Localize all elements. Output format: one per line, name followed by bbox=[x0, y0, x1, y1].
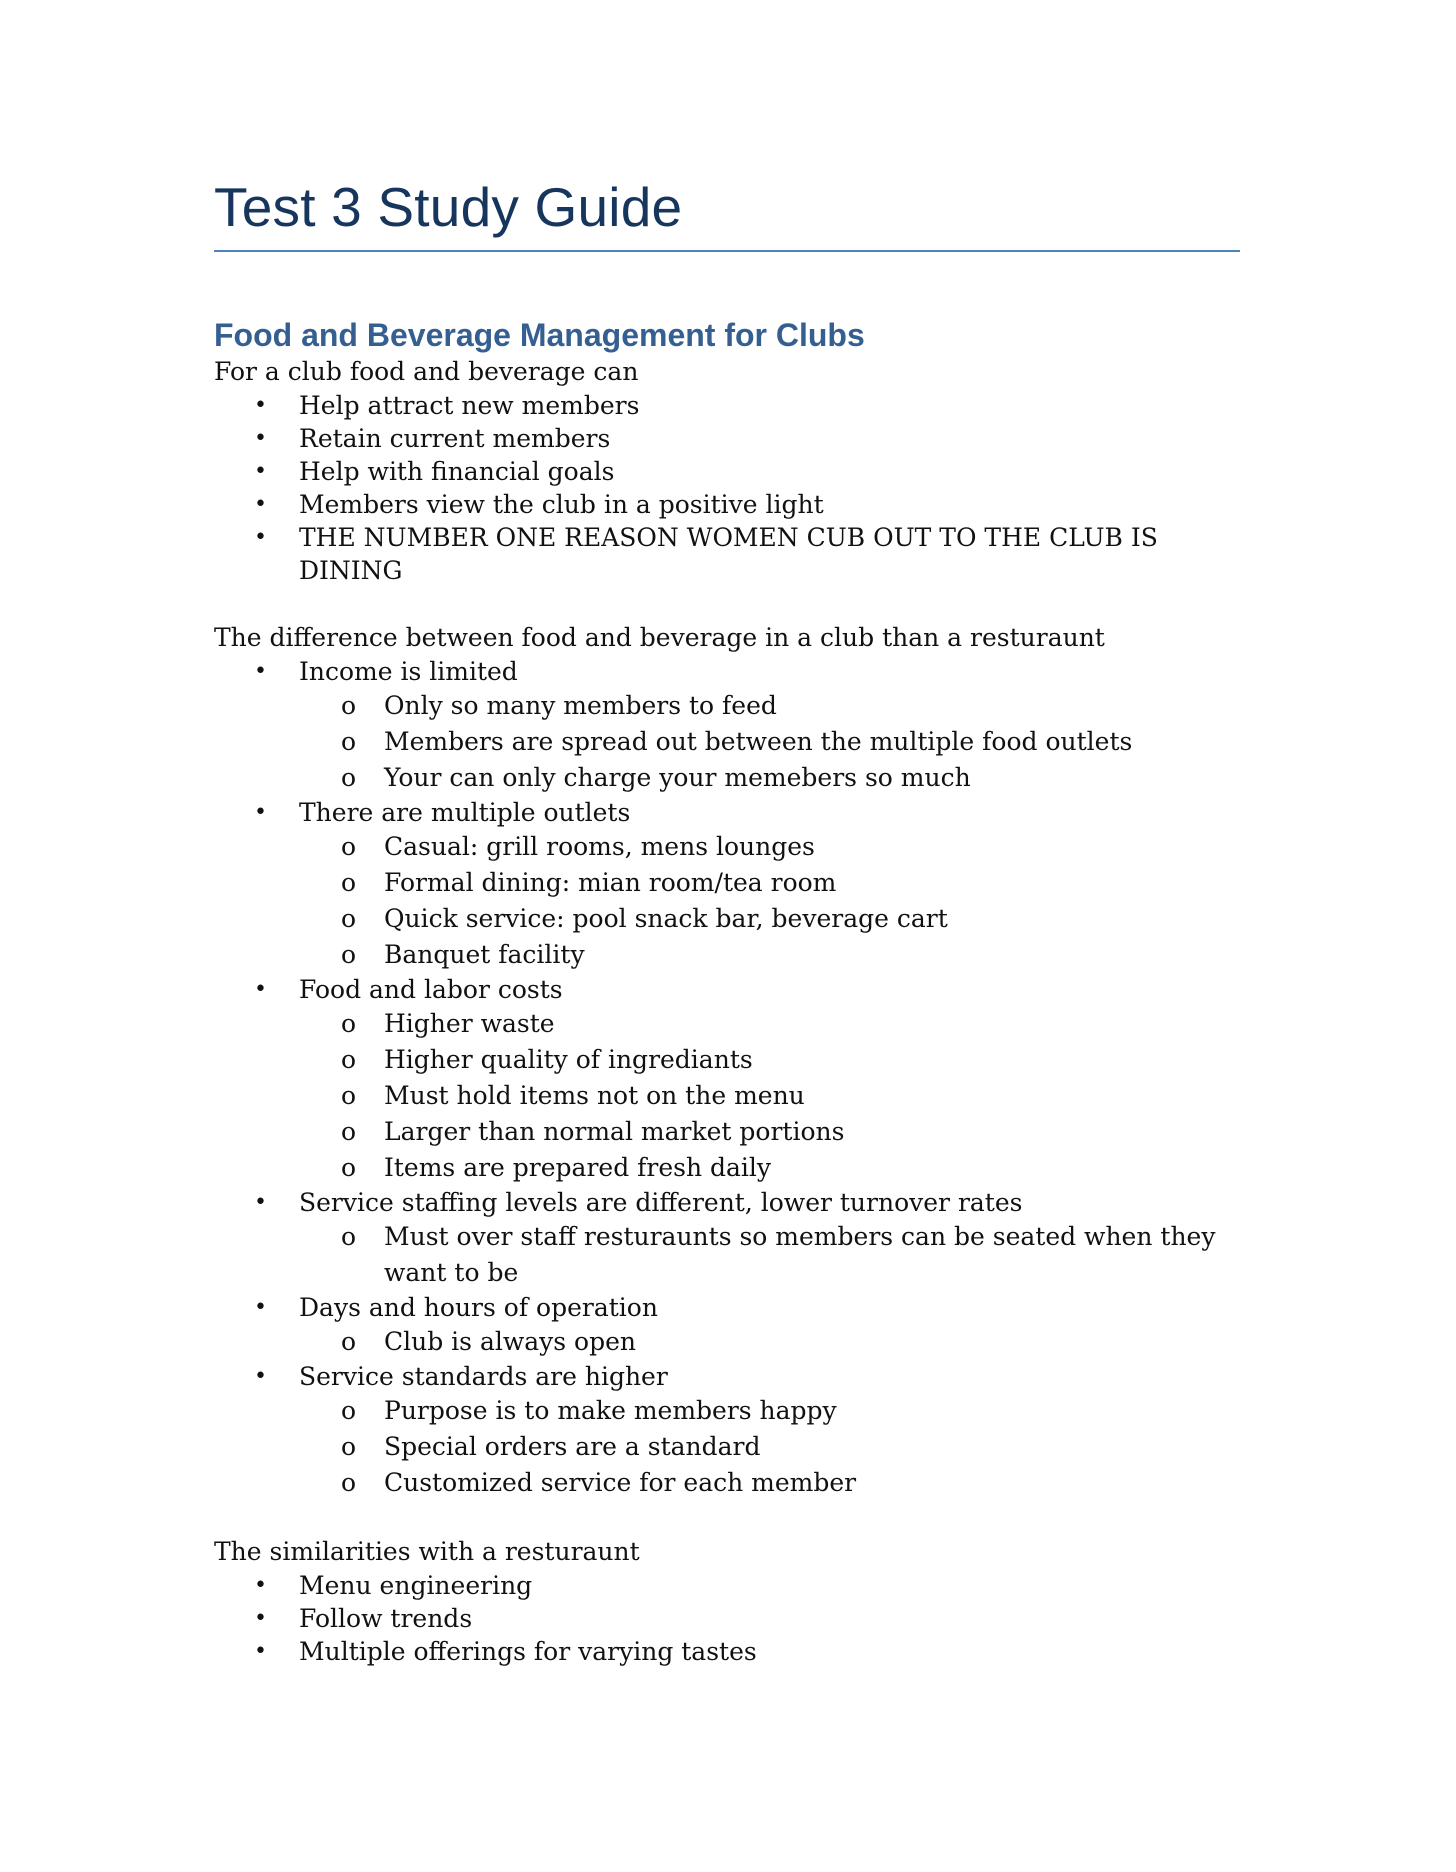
list-item-text: Income is limited bbox=[299, 657, 518, 686]
difference-paragraph: The difference between food and beverage in a club than a resturaunt bbox=[214, 623, 1105, 652]
sub-list-item-text: Only so many members to feed bbox=[384, 691, 777, 720]
sub-bullet-icon: o bbox=[341, 1222, 357, 1251]
similarities-paragraph: The similarities with a resturaunt bbox=[214, 1537, 640, 1566]
sub-list-item bbox=[299, 937, 1240, 973]
sub-list-item-text: Items are prepared fresh daily bbox=[384, 1153, 772, 1182]
list-item bbox=[214, 455, 1240, 488]
sub-list-item-text: Special orders are a standard bbox=[384, 1432, 761, 1461]
bullet-icon: • bbox=[254, 1573, 267, 1598]
list-item bbox=[214, 488, 1240, 521]
sub-list-item bbox=[299, 1429, 1240, 1465]
sub-bullet-list bbox=[299, 1006, 1240, 1186]
list-item-text: Service staffing levels are different, lower turnover rates bbox=[299, 1188, 1023, 1217]
sub-list-item-text: Formal dining: mian room/tea room bbox=[384, 868, 837, 897]
sub-list-item bbox=[299, 865, 1240, 901]
intro-paragraph: For a club food and beverage can bbox=[214, 357, 639, 386]
list-item bbox=[214, 1635, 1240, 1668]
list-item-text: Members view the club in a positive light bbox=[299, 490, 824, 519]
list-item-text: Follow trends bbox=[299, 1604, 473, 1633]
sub-list-item bbox=[299, 724, 1240, 760]
sub-list-item bbox=[299, 1219, 1240, 1291]
document-page bbox=[214, 170, 1240, 1668]
sub-list-item bbox=[299, 1465, 1240, 1501]
title-underline-rule bbox=[214, 250, 1240, 252]
list-item bbox=[214, 973, 1240, 1186]
sub-bullet-icon: o bbox=[341, 763, 357, 792]
sub-list-item bbox=[299, 688, 1240, 724]
sub-bullet-list bbox=[299, 829, 1240, 973]
sub-bullet-list bbox=[299, 688, 1240, 796]
sub-bullet-icon: o bbox=[341, 1045, 357, 1074]
document-title: Test 3 Study Guide bbox=[214, 176, 683, 238]
list-item bbox=[214, 389, 1240, 422]
sub-bullet-icon: o bbox=[341, 904, 357, 933]
sub-list-item-text: Higher quality of ingrediants bbox=[384, 1045, 753, 1074]
sub-list-item bbox=[299, 1150, 1240, 1186]
bullet-icon: • bbox=[254, 1364, 267, 1389]
list-item-text: Food and labor costs bbox=[299, 975, 563, 1004]
list-item bbox=[214, 655, 1240, 796]
list-item-text: THE NUMBER ONE REASON WOMEN CUB OUT TO THE CLUB IS DINING bbox=[299, 523, 1158, 585]
sub-list-item bbox=[299, 1042, 1240, 1078]
difference-bullet-list bbox=[214, 655, 1240, 1501]
list-item-text: Multiple offerings for varying tastes bbox=[299, 1637, 757, 1666]
sub-list-item-text: Must over staff resturaunts so members can be seated when they want to be bbox=[384, 1222, 1216, 1287]
list-item bbox=[214, 422, 1240, 455]
list-item-text: There are multiple outlets bbox=[299, 798, 631, 827]
sub-bullet-icon: o bbox=[341, 1396, 357, 1425]
sub-bullet-icon: o bbox=[341, 1153, 357, 1182]
sub-bullet-icon: o bbox=[341, 1009, 357, 1038]
sub-bullet-list bbox=[299, 1324, 1240, 1360]
sub-list-item-text: Higher waste bbox=[384, 1009, 555, 1038]
sub-list-item bbox=[299, 1078, 1240, 1114]
sub-list-item-text: Must hold items not on the menu bbox=[384, 1081, 805, 1110]
list-item-text: Menu engineering bbox=[299, 1571, 533, 1600]
similarities-bullet-list bbox=[214, 1569, 1240, 1668]
list-item-text: Help attract new members bbox=[299, 391, 640, 420]
bullet-icon: • bbox=[254, 393, 267, 418]
sub-bullet-list bbox=[299, 1393, 1240, 1501]
sub-bullet-icon: o bbox=[341, 1468, 357, 1497]
sub-list-item-text: Quick service: pool snack bar, beverage cart bbox=[384, 904, 948, 933]
sub-list-item bbox=[299, 1324, 1240, 1360]
section-heading: Food and Beverage Management for Clubs bbox=[214, 317, 865, 353]
bullet-icon: • bbox=[254, 977, 267, 1002]
sub-bullet-icon: o bbox=[341, 1081, 357, 1110]
bullet-icon: • bbox=[254, 659, 267, 684]
list-item bbox=[214, 1186, 1240, 1291]
bullet-icon: • bbox=[254, 459, 267, 484]
sub-list-item-text: Your can only charge your memebers so much bbox=[384, 763, 971, 792]
sub-bullet-icon: o bbox=[341, 1327, 357, 1356]
intro-bullet-list bbox=[214, 389, 1240, 587]
sub-list-item bbox=[299, 1006, 1240, 1042]
list-item bbox=[214, 1360, 1240, 1501]
sub-list-item-text: Banquet facility bbox=[384, 940, 585, 969]
sub-list-item bbox=[299, 901, 1240, 937]
sub-bullet-icon: o bbox=[341, 868, 357, 897]
sub-list-item-text: Purpose is to make members happy bbox=[384, 1396, 837, 1425]
bullet-icon: • bbox=[254, 1639, 267, 1664]
bullet-icon: • bbox=[254, 525, 267, 550]
list-item-text: Days and hours of operation bbox=[299, 1293, 658, 1322]
sub-bullet-icon: o bbox=[341, 1432, 357, 1461]
sub-list-item-text: Members are spread out between the multiple food outlets bbox=[384, 727, 1133, 756]
spacer bbox=[214, 587, 1240, 621]
sub-bullet-list bbox=[299, 1219, 1240, 1291]
bullet-icon: • bbox=[254, 1606, 267, 1631]
spacer bbox=[214, 1501, 1240, 1535]
bullet-icon: • bbox=[254, 1190, 267, 1215]
bullet-icon: • bbox=[254, 1295, 267, 1320]
list-item bbox=[214, 1569, 1240, 1602]
sub-list-item-text: Customized service for each member bbox=[384, 1468, 857, 1497]
list-item-text: Help with financial goals bbox=[299, 457, 615, 486]
list-item-text: Service standards are higher bbox=[299, 1362, 668, 1391]
sub-bullet-icon: o bbox=[341, 727, 357, 756]
bullet-icon: • bbox=[254, 492, 267, 517]
sub-list-item-text: Casual: grill rooms, mens lounges bbox=[384, 832, 815, 861]
sub-list-item-text: Club is always open bbox=[384, 1327, 637, 1356]
sub-list-item bbox=[299, 829, 1240, 865]
sub-bullet-icon: o bbox=[341, 691, 357, 720]
bullet-icon: • bbox=[254, 426, 267, 451]
sub-bullet-icon: o bbox=[341, 940, 357, 969]
list-item bbox=[214, 796, 1240, 973]
sub-bullet-icon: o bbox=[341, 1117, 357, 1146]
sub-list-item bbox=[299, 1114, 1240, 1150]
sub-bullet-icon: o bbox=[341, 832, 357, 861]
list-item bbox=[214, 521, 1240, 587]
sub-list-item-text: Larger than normal market portions bbox=[384, 1117, 845, 1146]
list-item-text: Retain current members bbox=[299, 424, 611, 453]
list-item bbox=[214, 1602, 1240, 1635]
sub-list-item bbox=[299, 760, 1240, 796]
bullet-icon: • bbox=[254, 800, 267, 825]
sub-list-item bbox=[299, 1393, 1240, 1429]
list-item bbox=[214, 1291, 1240, 1360]
